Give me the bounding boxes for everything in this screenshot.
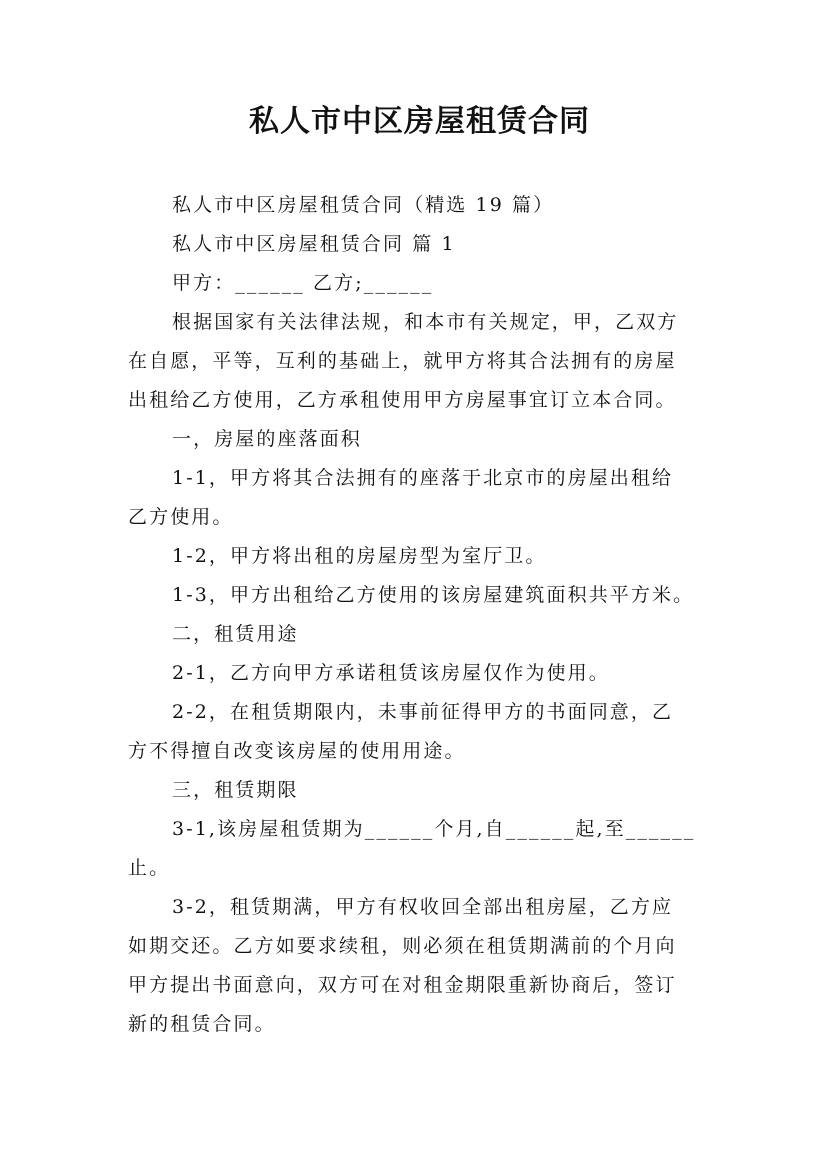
paragraph-line: 甲方提出书面意向，双方可在对租金期限重新协商后，签订 <box>128 974 677 996</box>
paragraph-line: 如期交还。乙方如要求续租，则必须在租赁期满前的个月向 <box>128 935 677 957</box>
paragraph-line: 在自愿，平等，互利的基础上，就甲方将其合法拥有的房屋 <box>128 350 677 372</box>
paragraph-line: 止。 <box>128 857 171 879</box>
paragraph-line: 乙方使用。 <box>128 506 234 528</box>
paragraph-line: 甲方：______ 乙方;______ <box>172 272 434 294</box>
paragraph-line: 3-1,该房屋租赁期为______个月,自______起,至______ <box>172 818 696 840</box>
paragraph-line: 新的租赁合同。 <box>128 1013 276 1035</box>
section-heading: 二，租赁用途 <box>172 623 299 645</box>
section-heading: 三，租赁期限 <box>172 779 299 801</box>
paragraph-line: 3-2，租赁期满，甲方有权收回全部出租房屋，乙方应 <box>172 896 674 918</box>
document-body <box>128 186 707 1044</box>
section-heading: 一，房屋的座落面积 <box>172 428 362 450</box>
paragraph-line: 2-2，在租赁期限内，未事前征得甲方的书面同意，乙 <box>172 701 674 723</box>
paragraph-line: 1-3，甲方出租给乙方使用的该房屋建筑面积共平方米。 <box>172 584 695 606</box>
paragraph-line: 根据国家有关法律法规，和本市有关规定，甲，乙双方 <box>172 311 679 333</box>
paragraph-line: 私人市中区房屋租赁合同 篇 1 <box>172 233 456 255</box>
paragraph-line: 方不得擅自改变该房屋的使用用途。 <box>128 740 466 762</box>
paragraph-line: 私人市中区房屋租赁合同（精选 19 篇） <box>172 194 555 216</box>
paragraph-line: 1-1，甲方将其合法拥有的座落于北京市的房屋出租给 <box>172 467 674 489</box>
paragraph-line: 2-1，乙方向甲方承诺租赁该房屋仅作为使用。 <box>172 662 610 684</box>
paragraph-line: 1-2，甲方将出租的房屋房型为室厅卫。 <box>172 545 547 567</box>
paragraph-line: 出租给乙方使用，乙方承租使用甲方房屋事宜订立本合同。 <box>128 389 677 411</box>
document-title: 私人市中区房屋租赁合同 <box>249 104 590 139</box>
